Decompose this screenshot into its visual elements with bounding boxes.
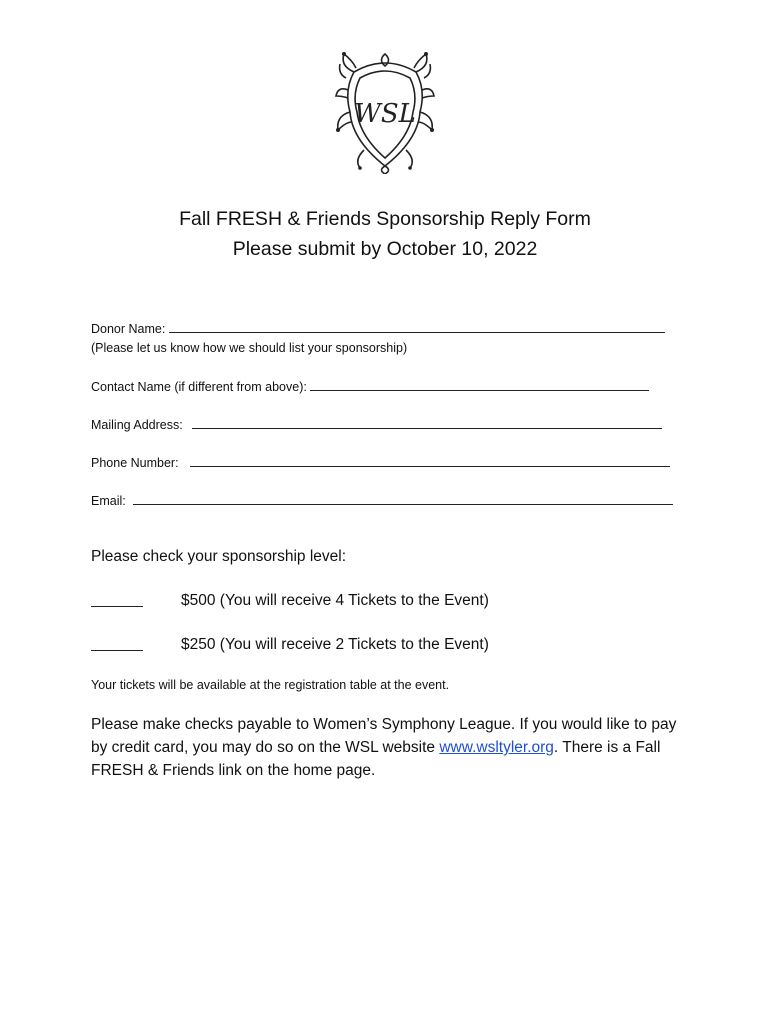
payment-text-before: Please make checks payable to Women’s Symphony League. If you would like to pay by credit card, you may do so on the WSL website [91,716,677,756]
donor-name-field[interactable] [169,320,665,333]
email-row [91,492,673,508]
email-label: Email: [91,494,126,508]
sponsorship-500-label: $500 (You will receive 4 Tickets to the Event) [181,592,489,609]
phone-number-row [91,454,670,470]
payment-text-after: . There is a Fall FRESH & Friends link on the home page. [91,739,661,779]
sponsorship-250-checkbox[interactable] [91,636,143,651]
wsl-website-link[interactable]: www.wsltyler.org [439,739,554,756]
form-title: Fall FRESH & Friends Sponsorship Reply Form [179,208,591,230]
option2-blank-wrap [91,636,143,656]
email-field[interactable] [133,492,673,505]
phone-number-label: Phone Number: [91,456,179,470]
tickets-note: Your tickets will be available at the registration table at the event. [91,678,450,692]
phone-number-field[interactable] [190,454,670,467]
mailing-address-label: Mailing Address: [91,418,183,432]
contact-name-row [91,378,649,394]
donor-name-hint: (Please let us know how we should list your sponsorship) [91,341,408,355]
contact-name-label: Contact Name (if different from above): [91,380,307,394]
donor-name-label: Donor Name: [91,322,166,336]
wsl-crest-logo [334,50,436,174]
payment-instructions [91,713,681,782]
contact-name-field[interactable] [310,378,649,391]
sponsorship-prompt: Please check your sponsorship level: [91,548,347,565]
donor-name-row [91,320,665,336]
logo-monogram: WSL [354,99,416,129]
form-deadline: Please submit by October 10, 2022 [232,238,538,260]
mailing-address-field[interactable] [192,416,662,429]
sponsorship-250-label: $250 (You will receive 2 Tickets to the Event) [181,636,489,653]
option1-blank-wrap [91,592,143,612]
sponsorship-500-checkbox[interactable] [91,592,143,607]
mailing-address-row [91,416,662,432]
